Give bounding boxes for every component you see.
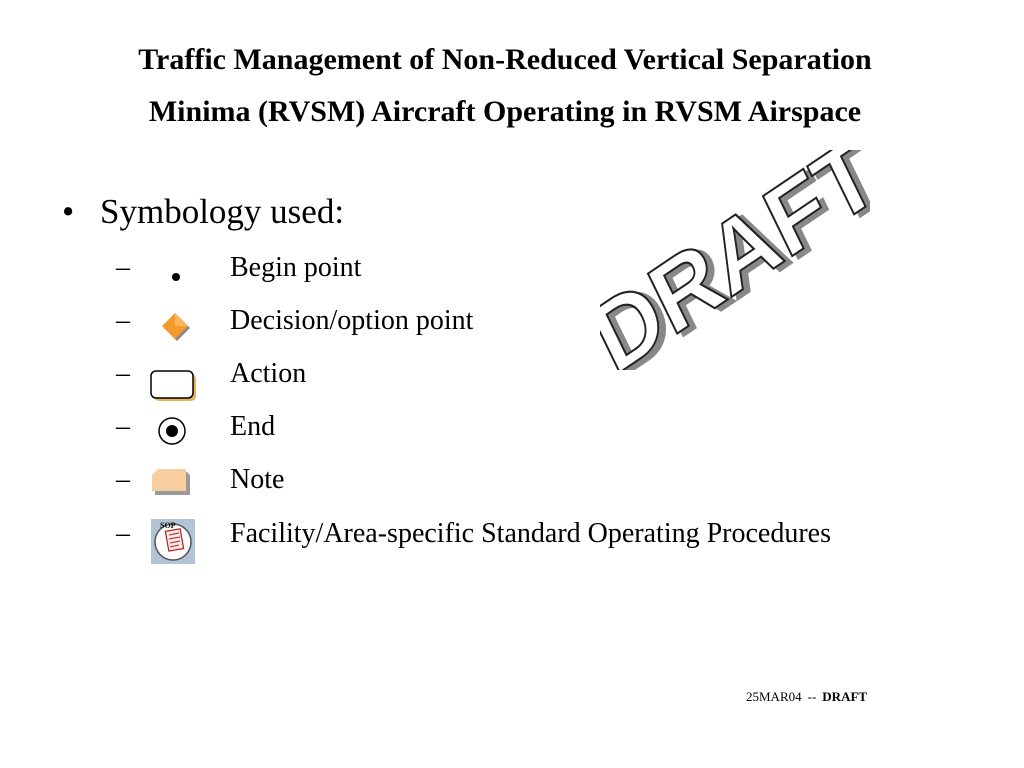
legend-label: Action <box>230 358 307 389</box>
title-line-1: Traffic Management of Non-Reduced Vertical Separation <box>138 43 872 76</box>
footer-date: 25MAR04 <box>746 689 802 704</box>
symbology-heading-text: Symbology used: <box>100 192 345 231</box>
legend-dash: – <box>116 252 130 283</box>
begin-point-dot-icon <box>150 248 200 288</box>
sop-document-icon <box>150 514 200 554</box>
draft-watermark <box>600 150 870 370</box>
decision-diamond-icon <box>150 301 200 341</box>
legend-dash: – <box>116 305 130 336</box>
slide-title <box>0 34 1010 138</box>
legend-dash: – <box>116 464 130 495</box>
end-target-icon <box>150 407 200 447</box>
action-box-icon <box>150 354 200 394</box>
legend-label: Note <box>230 464 285 495</box>
draft-watermark-text: DRAFT <box>600 150 870 370</box>
legend-dash: – <box>116 411 130 442</box>
symbology-heading <box>62 188 344 236</box>
legend-label: Begin point <box>230 252 362 283</box>
draft-watermark-shadow: DRAFT <box>600 150 870 370</box>
legend-label: Decision/option point <box>230 305 474 336</box>
legend-label: End <box>230 411 276 442</box>
title-line-2: Minima (RVSM) Aircraft Operating in RVSM Airspace <box>148 95 862 128</box>
slide-footer <box>746 689 867 705</box>
note-icon <box>150 460 200 500</box>
legend-dash: – <box>116 358 130 389</box>
footer-status: DRAFT <box>822 689 868 704</box>
legend-label: Facility/Area-specific Standard Operating Procedures <box>230 518 832 549</box>
footer-separator: -- <box>807 689 817 704</box>
bullet-marker: • <box>62 192 75 231</box>
sop-icon-text: SOP <box>160 521 176 530</box>
legend-dash: – <box>116 518 130 549</box>
